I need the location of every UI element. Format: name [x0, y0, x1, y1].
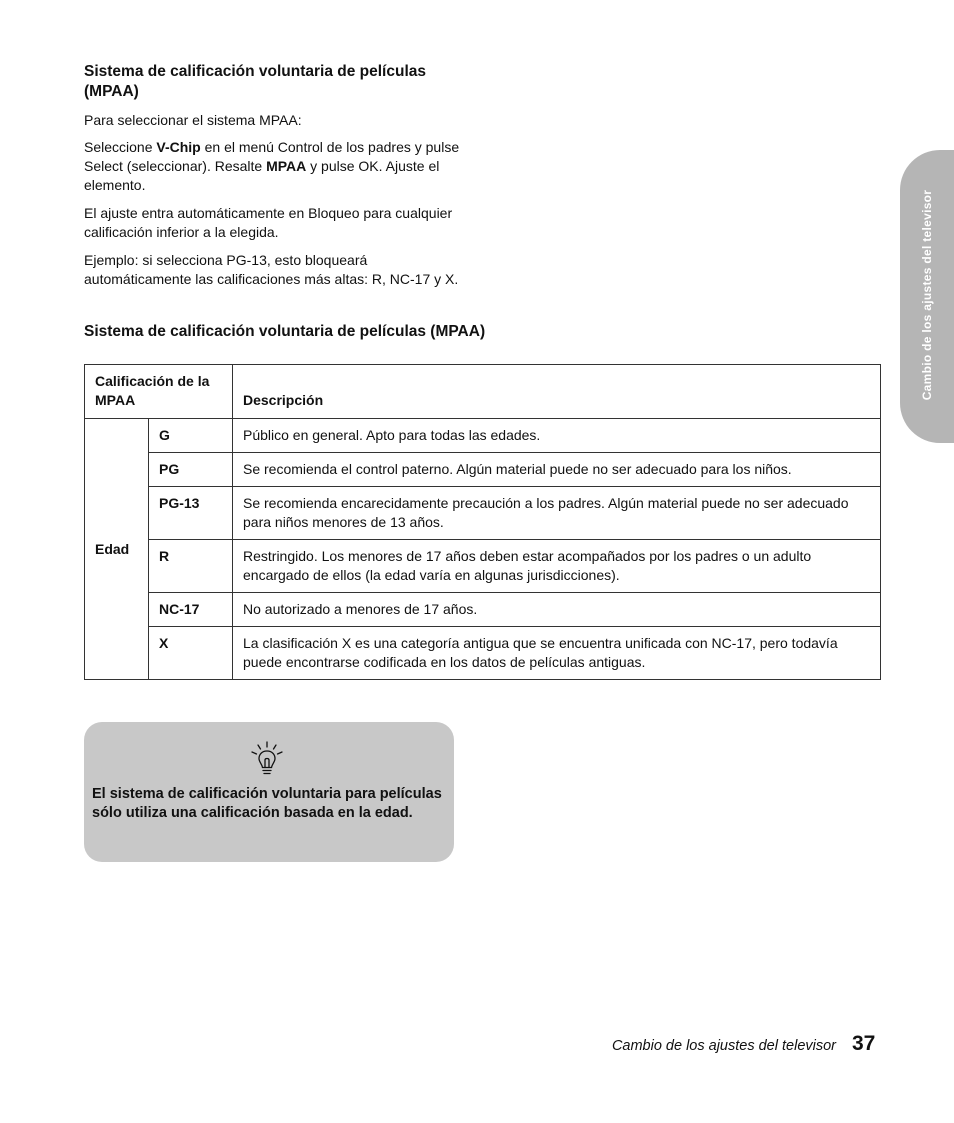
- description-cell: No autorizado a menores de 17 años.: [233, 593, 881, 627]
- header-description: Descripción: [233, 365, 881, 419]
- instructions-mid: en el menú Control de los padres y pulse Select (seleccionar). Resalte: [84, 139, 460, 174]
- instructions-post: y pulse OK. Ajuste el elemento.: [84, 158, 440, 193]
- tip-text: El sistema de calificación voluntaria para películas sólo utiliza una calificación basada en la edad.: [92, 786, 442, 821]
- rating-cell: G: [149, 419, 233, 453]
- rating-cell: PG: [149, 453, 233, 487]
- chapter-side-tab-label: Cambio de los ajustes del televisor: [920, 189, 934, 401]
- description-cell: Se recomienda el control paterno. Algún material puede no ser adecuado para los niños.: [233, 453, 881, 487]
- mpaa-term: MPAA: [266, 158, 307, 174]
- tip-box: [84, 722, 454, 862]
- lightbulb-icon: [247, 740, 287, 780]
- ratings-table: [84, 364, 881, 680]
- table-row: [85, 487, 881, 540]
- section-title: Sistema de calificación voluntaria de películas (MPAA): [84, 63, 426, 100]
- page-number: 37: [852, 1032, 876, 1055]
- rating-cell: PG-13: [149, 487, 233, 540]
- table-header-row: [85, 365, 881, 419]
- description-cell: La clasificación X es una categoría antigua que se encuentra unificada con NC-17, pero todavía puede encontrarse codificada en los datos de películas antiguas.: [233, 627, 881, 680]
- instructions-paragraph: [84, 138, 474, 195]
- table-row: [85, 593, 881, 627]
- intro-text: Para seleccionar el sistema MPAA:: [84, 112, 302, 128]
- description-cell: Se recomienda encarecidamente precaución a los padres. Algún material puede no ser adecuado para niños menores de 13 años.: [233, 487, 881, 540]
- table-row: [85, 540, 881, 593]
- footer-chapter-title: Cambio de los ajustes del televisor: [611, 1038, 836, 1054]
- rating-cell: R: [149, 540, 233, 593]
- instructions-pre: Seleccione: [84, 139, 157, 155]
- example-paragraph: Ejemplo: si selecciona PG-13, esto bloqueará automáticamente las calificaciones más altas: R, NC-17 y X.: [84, 252, 459, 287]
- auto-block-paragraph: El ajuste entra automáticamente en Bloqueo para cualquier calificación inferior a la elegida.: [84, 205, 453, 240]
- table-row: [85, 627, 881, 680]
- vchip-term: V-Chip: [156, 139, 201, 155]
- rating-cell: NC-17: [149, 593, 233, 627]
- table-row: [85, 453, 881, 487]
- description-cell: Restringido. Los menores de 17 años deben estar acompañados por los padres o un adulto encargado de ellos (la edad varía en algunas jurisdicciones).: [233, 540, 881, 593]
- table-row: [85, 419, 881, 453]
- header-rating: Calificación de la MPAA: [85, 365, 233, 419]
- age-group-label: Edad: [85, 419, 149, 680]
- rating-cell: X: [149, 627, 233, 680]
- description-cell: Público en general. Apto para todas las edades.: [233, 419, 881, 453]
- table-title: Sistema de calificación voluntaria de películas (MPAA): [84, 323, 486, 340]
